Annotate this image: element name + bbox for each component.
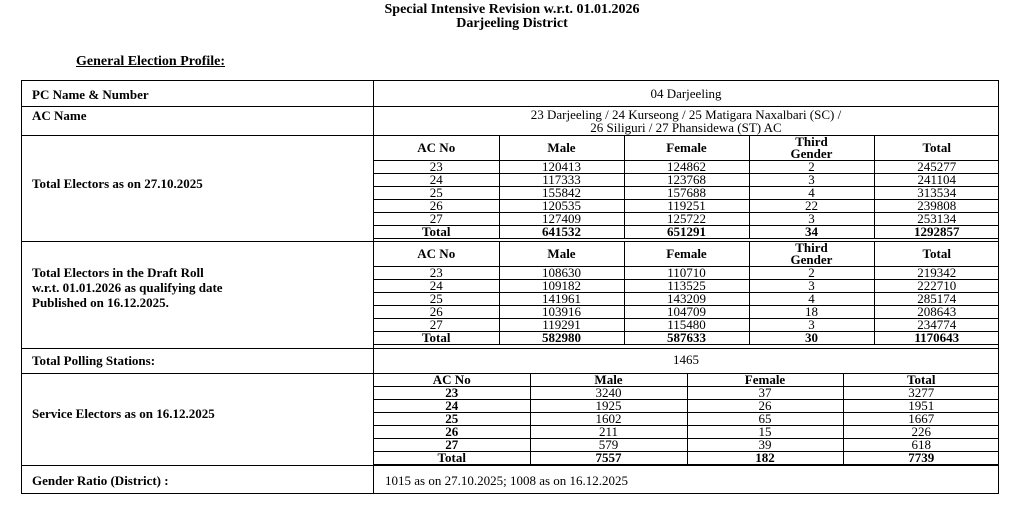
document-title: Special Intensive Revision w.r.t. 01.01.2026 [384, 2, 640, 17]
female-cell: 39 [687, 439, 843, 452]
third-gender-cell: 3 [749, 319, 874, 332]
female-cell: 26 [687, 400, 843, 413]
total-cell: 219342 [874, 267, 999, 280]
col-third-gender: Third Gender [749, 136, 874, 161]
col-male: Male [530, 374, 687, 387]
male-cell: 3240 [530, 387, 687, 400]
total-row [374, 226, 999, 239]
pc-name-label: PC Name & Number [32, 87, 149, 102]
ac-no-cell: 25 [374, 293, 499, 306]
male-cell: 579 [530, 439, 687, 452]
male-cell: 108630 [499, 267, 624, 280]
total-cell: 226 [843, 426, 999, 439]
total-male-cell: 641532 [499, 226, 624, 239]
row-divider [22, 106, 998, 107]
total-cell: 1951 [843, 400, 999, 413]
col-ac-no: AC No [374, 374, 530, 387]
male-cell: 155842 [499, 187, 624, 200]
table-row [374, 413, 999, 426]
service-electors-label: Service Electors as on 16.12.2025 [32, 406, 215, 421]
total-cell: 3277 [843, 387, 999, 400]
total-cell: 241104 [874, 174, 999, 187]
district-title: Darjeeling District [456, 16, 568, 31]
col-male: Male [499, 136, 624, 161]
ac-name-label: AC Name [32, 108, 87, 123]
polling-stations-label: Total Polling Stations: [32, 353, 156, 368]
female-cell: 113525 [624, 280, 749, 293]
female-cell: 125722 [624, 213, 749, 226]
total-cell: 1667 [843, 413, 999, 426]
ac-no-cell: 23 [374, 267, 499, 280]
female-cell: 104709 [624, 306, 749, 319]
draft-roll-label-line1: Total Electors in the Draft Roll [32, 265, 204, 280]
third-gender-cell: 4 [749, 293, 874, 306]
draft-roll-label-line3: Published on 16.12.2025. [32, 295, 169, 310]
total-total-cell: 1292857 [874, 226, 999, 239]
third-gender-cell: 3 [749, 174, 874, 187]
ac-no-cell: 26 [374, 306, 499, 319]
third-gender-cell: 2 [749, 161, 874, 174]
polling-stations-value: 1465 [673, 352, 699, 367]
col-ac-no: AC No [374, 136, 499, 161]
table-row [374, 426, 999, 439]
female-cell: 15 [687, 426, 843, 439]
male-cell: 120413 [499, 161, 624, 174]
row-divider [22, 465, 998, 466]
total-male-cell: 582980 [499, 332, 624, 345]
ac-no-cell: 26 [374, 426, 530, 439]
female-cell: 65 [687, 413, 843, 426]
ac-no-cell: 24 [374, 174, 499, 187]
total-female-cell: 182 [687, 452, 843, 465]
female-cell: 157688 [624, 187, 749, 200]
ac-no-cell: 27 [374, 439, 530, 452]
total-total-cell: 1170643 [874, 332, 999, 345]
male-cell: 103916 [499, 306, 624, 319]
col-third-gender: Third Gender [749, 242, 874, 267]
ac-no-cell: 26 [374, 200, 499, 213]
total-row [374, 332, 999, 345]
table-row [374, 400, 999, 413]
total-cell: 253134 [874, 213, 999, 226]
total-cell: 245277 [874, 161, 999, 174]
total-cell: 234774 [874, 319, 999, 332]
female-cell: 143209 [624, 293, 749, 306]
ac-name-value-line1: 23 Darjeeling / 24 Kurseong / 25 Matigara Naxalbari (SC) / [530, 107, 842, 122]
male-cell: 119291 [499, 319, 624, 332]
female-cell: 37 [687, 387, 843, 400]
total-cell: 285174 [874, 293, 999, 306]
male-cell: 1602 [530, 413, 687, 426]
third-gender-cell: 3 [749, 213, 874, 226]
total-row [374, 452, 999, 465]
election-profile-table [21, 80, 999, 494]
female-cell: 124862 [624, 161, 749, 174]
total-third-gender-cell: 34 [749, 226, 874, 239]
total-total-cell: 7739 [843, 452, 999, 465]
ac-no-cell: 25 [374, 413, 530, 426]
ac-no-cell: 27 [374, 213, 499, 226]
total-female-cell: 587633 [624, 332, 749, 345]
total-cell: 618 [843, 439, 999, 452]
total-cell: 239808 [874, 200, 999, 213]
male-cell: 127409 [499, 213, 624, 226]
total-electors-table [374, 135, 999, 239]
ac-no-cell: 25 [374, 187, 499, 200]
female-cell: 123768 [624, 174, 749, 187]
gender-ratio-label: Gender Ratio (District) : [32, 473, 169, 488]
female-cell: 119251 [624, 200, 749, 213]
col-ac-no: AC No [374, 242, 499, 267]
draft-roll-label-line2: w.r.t. 01.01.2026 as qualifying date [32, 280, 223, 295]
third-gender-cell: 18 [749, 306, 874, 319]
total-ac-no-cell: Total [374, 332, 499, 345]
col-female: Female [624, 242, 749, 267]
col-female: Female [624, 136, 749, 161]
total-female-cell: 651291 [624, 226, 749, 239]
ac-no-cell: 24 [374, 280, 499, 293]
third-gender-cell: 22 [749, 200, 874, 213]
table-row [374, 439, 999, 452]
male-cell: 120535 [499, 200, 624, 213]
female-cell: 110710 [624, 267, 749, 280]
total-ac-no-cell: Total [374, 226, 499, 239]
pc-name-value: 04 Darjeeling [650, 86, 722, 101]
third-gender-cell: 4 [749, 187, 874, 200]
total-electors-label: Total Electors as on 27.10.2025 [32, 176, 203, 191]
col-female: Female [687, 374, 843, 387]
ac-no-cell: 24 [374, 400, 530, 413]
total-cell: 313534 [874, 187, 999, 200]
col-total: Total [874, 242, 999, 267]
ac-name-value-line2: 26 Siliguri / 27 Phansidewa (ST) AC [590, 120, 782, 135]
ac-no-cell: 23 [374, 161, 499, 174]
total-cell: 222710 [874, 280, 999, 293]
draft-roll-table [374, 241, 999, 345]
male-cell: 1925 [530, 400, 687, 413]
col-total: Total [874, 136, 999, 161]
male-cell: 109182 [499, 280, 624, 293]
col-total: Total [843, 374, 999, 387]
row-divider [22, 348, 998, 349]
ac-no-cell: 23 [374, 387, 530, 400]
table-row [374, 387, 999, 400]
third-gender-cell: 3 [749, 280, 874, 293]
gender-ratio-value: 1015 as on 27.10.2025; 1008 as on 16.12.2025 [385, 473, 629, 488]
section-title: General Election Profile: [76, 54, 226, 69]
service-electors-table [374, 373, 999, 465]
total-ac-no-cell: Total [374, 452, 530, 465]
total-cell: 208643 [874, 306, 999, 319]
third-gender-cell: 2 [749, 267, 874, 280]
total-third-gender-cell: 30 [749, 332, 874, 345]
female-cell: 115480 [624, 319, 749, 332]
col-male: Male [499, 242, 624, 267]
ac-no-cell: 27 [374, 319, 499, 332]
male-cell: 141961 [499, 293, 624, 306]
male-cell: 117333 [499, 174, 624, 187]
total-male-cell: 7557 [530, 452, 687, 465]
male-cell: 211 [530, 426, 687, 439]
